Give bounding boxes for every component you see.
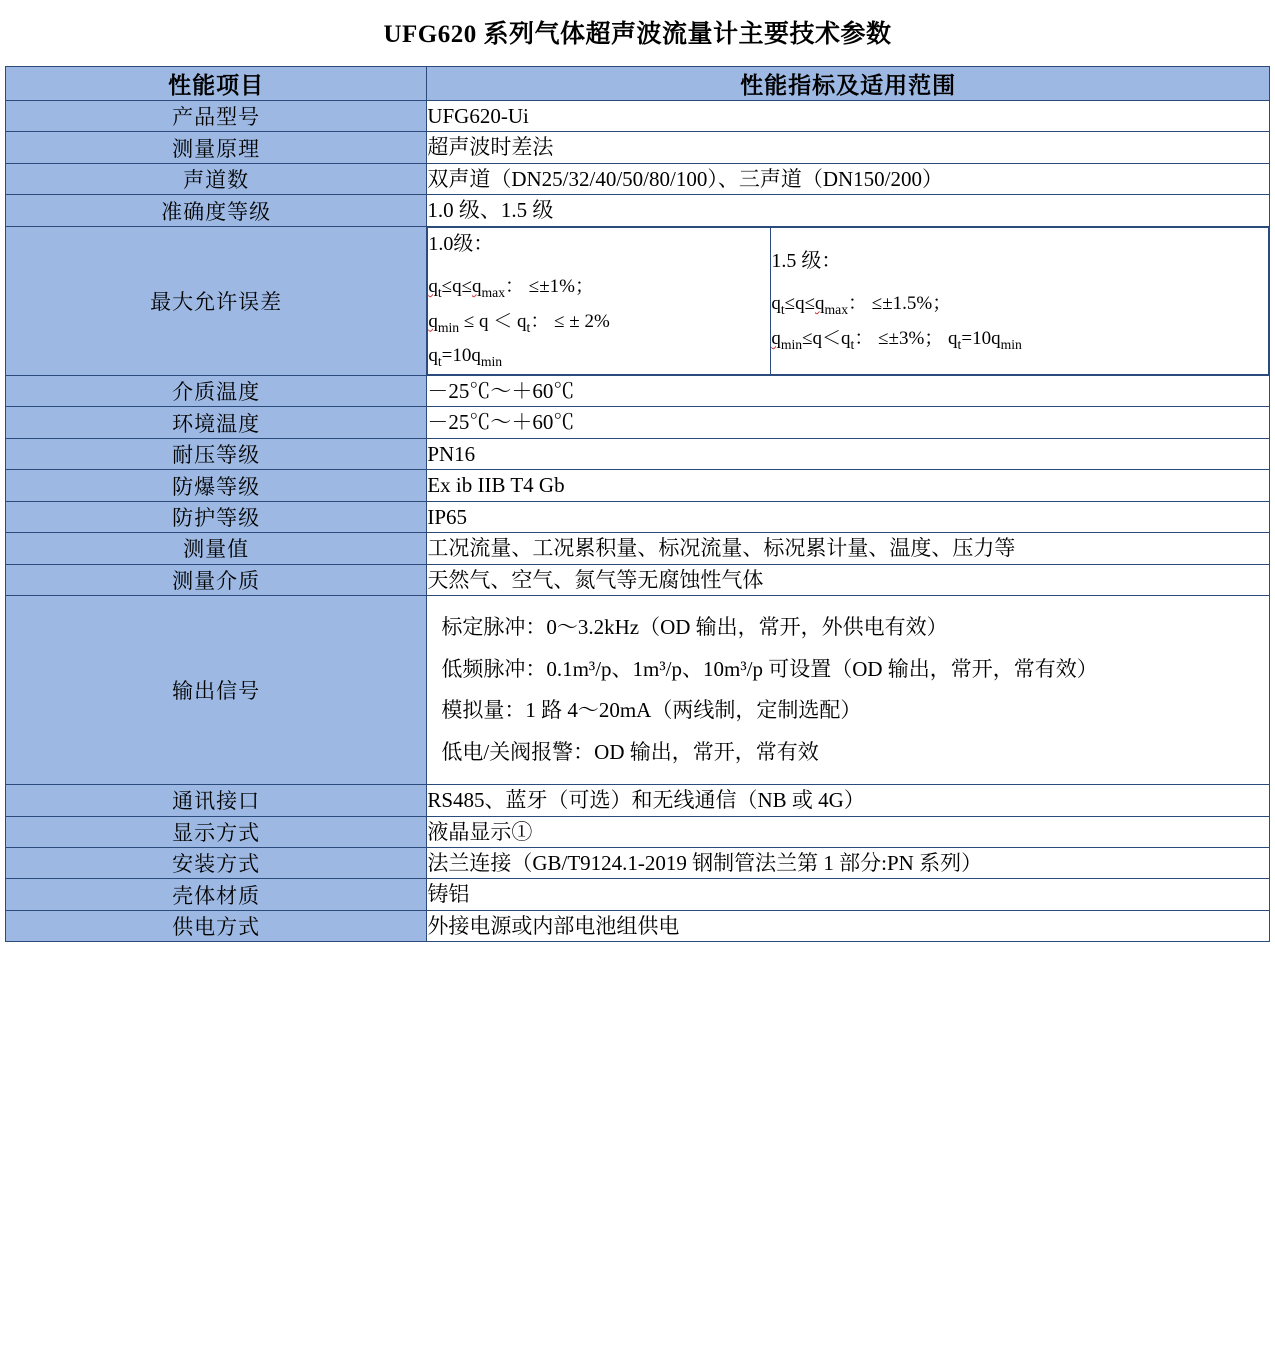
output-signal-line-1: 标定脉冲：0～3.2kHz（OD 输出，常开，外供电有效） (441, 615, 948, 640)
error-class-1-0-line-2: $q_{min} \le q < q_t$： ≤ ± 2% (428, 310, 610, 335)
row-value-measuring-principle: 超声波时差法 (427, 132, 1270, 163)
row-label-medium-temperature: 介质温度 (6, 376, 427, 407)
table-header-row (6, 67, 1270, 101)
error-class-1-5-heading: 1.5 级： (771, 250, 842, 273)
table-row (6, 533, 1270, 564)
row-label-installation-method: 安装方式 (6, 847, 427, 878)
row-label-channel-count: 声道数 (6, 163, 427, 194)
table-row (6, 910, 1270, 941)
row-label-ingress-protection: 防护等级 (6, 501, 427, 532)
page-title: UFG620 系列气体超声波流量计主要技术参数 (383, 21, 892, 48)
table-row (6, 785, 1270, 816)
header-cell-performance-item: 性能项目 (6, 67, 427, 101)
output-signal-line-3: 模拟量：1 路 4～20mA（两线制，定制选配） (441, 698, 862, 723)
specifications-table (5, 66, 1270, 942)
row-label-communication-interface: 通讯接口 (6, 785, 427, 816)
table-row (6, 501, 1270, 532)
row-label-ambient-temperature: 环境温度 (6, 407, 427, 438)
error-class-1-0-heading: 1.0级： (428, 232, 494, 255)
table-row (6, 101, 1270, 132)
row-label-power-supply: 供电方式 (6, 910, 427, 941)
row-value-pressure-rating: PN16 (427, 438, 1270, 469)
row-label-pressure-rating: 耐压等级 (6, 438, 427, 469)
table-row (6, 816, 1270, 847)
row-value-installation-method: 法兰连接（GB/T9124.1-2019 钢制管法兰第 1 部分:PN 系列） (427, 847, 1270, 878)
error-class-1-5-cell (771, 227, 1269, 374)
row-value-communication-interface: RS485、蓝牙（可选）和无线通信（NB 或 4G） (427, 785, 1270, 816)
row-label-explosion-proof-rating: 防爆等级 (6, 470, 427, 501)
error-class-1-0-line-1: $q_t\le q\le q_{max}$： ≤±1%； (428, 275, 594, 300)
row-label-product-model: 产品型号 (6, 101, 427, 132)
table-row (6, 376, 1270, 407)
row-label-output-signal: 输出信号 (6, 596, 427, 785)
row-label-max-permissible-error: 最大允许误差 (6, 226, 427, 375)
row-value-display-mode: 液晶显示① (427, 816, 1270, 847)
error-class-1-5-line-2: $q_{min}\le q<q_t$： ≤±3%； $q_t=10q_{min}$ (771, 327, 1022, 352)
row-value-ambient-temperature: －25℃～＋60℃ (427, 407, 1270, 438)
table-row (6, 132, 1270, 163)
row-label-housing-material: 壳体材质 (6, 879, 427, 910)
row-label-measuring-principle: 测量原理 (6, 132, 427, 163)
row-value-product-model: UFG620-Ui (427, 101, 1270, 132)
table-row (6, 163, 1270, 194)
error-sub-table (427, 227, 1269, 375)
row-value-measured-values: 工况流量、工况累积量、标况流量、标况累计量、温度、压力等 (427, 533, 1270, 564)
row-value-housing-material: 铸铝 (427, 879, 1270, 910)
header-cell-performance-spec: 性能指标及适用范围 (427, 67, 1270, 101)
table-row (6, 438, 1270, 469)
row-value-max-permissible-error (427, 226, 1270, 375)
table-row (6, 879, 1270, 910)
error-class-1-0-line-3: $q_t=10q_{min}$ (428, 345, 503, 370)
table-row (6, 407, 1270, 438)
row-value-measured-medium: 天然气、空气、氮气等无腐蚀性气体 (427, 564, 1270, 595)
error-class-1-5-line-1: $q_t\le q\le q_{max}$： ≤±1.5%； (771, 293, 952, 317)
table-row (6, 195, 1270, 226)
row-label-accuracy-class: 准确度等级 (6, 195, 427, 226)
row-value-power-supply: 外接电源或内部电池组供电 (427, 910, 1270, 941)
row-value-explosion-proof-rating: Ex ib IIB T4 Gb (427, 470, 1270, 501)
table-row (6, 847, 1270, 878)
table-row-output-signal (6, 596, 1270, 785)
table-row (6, 564, 1270, 595)
table-row-max-permissible-error (6, 226, 1270, 375)
row-value-accuracy-class: 1.0 级、1.5 级 (427, 195, 1270, 226)
output-signal-line-4: 低电/关阀报警：OD 输出，常开，常有效 (441, 739, 819, 764)
table-row (6, 470, 1270, 501)
row-value-ingress-protection: IP65 (427, 501, 1270, 532)
output-signal-line-2: 低频脉冲：0.1m³/p、1m³/p、10m³/p 可设置（OD 输出，常开，常有效） (441, 656, 1098, 681)
error-class-1-0-cell (428, 227, 771, 374)
row-label-display-mode: 显示方式 (6, 816, 427, 847)
row-label-measured-medium: 测量介质 (6, 564, 427, 595)
row-value-medium-temperature: －25℃～＋60℃ (427, 376, 1270, 407)
row-label-measured-values: 测量值 (6, 533, 427, 564)
row-value-channel-count: 双声道（DN25/32/40/50/80/100）、三声道（DN150/200） (427, 163, 1270, 194)
row-value-output-signal (427, 596, 1270, 785)
